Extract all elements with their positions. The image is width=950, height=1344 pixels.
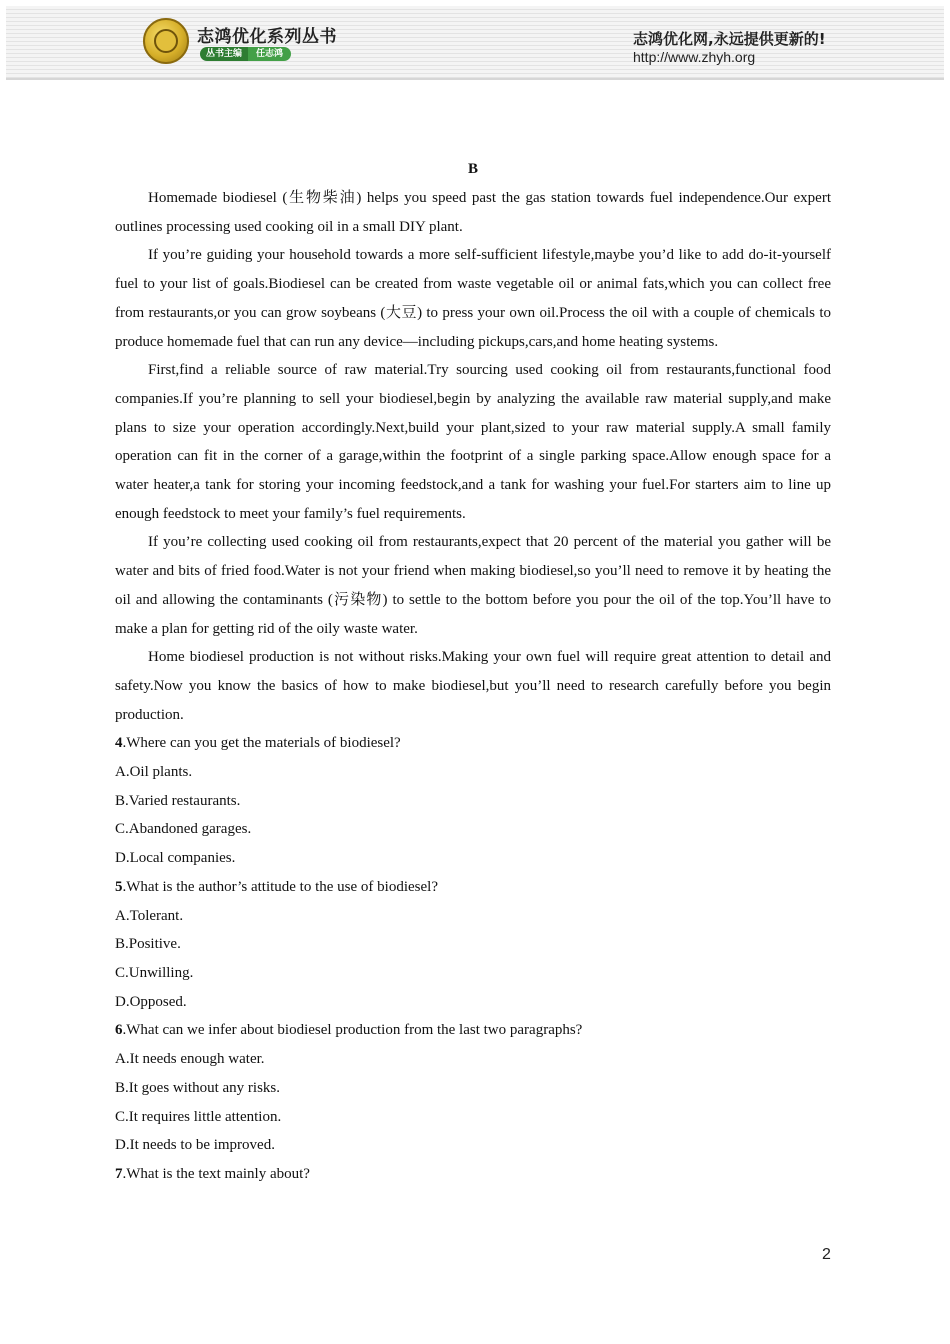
option-a: A.Tolerant. — [115, 907, 184, 924]
question-text: .What is the text mainly about? — [122, 1165, 310, 1182]
option-d: D.Opposed. — [115, 993, 187, 1010]
question-5 — [115, 873, 831, 902]
document-content — [115, 155, 831, 1189]
question-number: 7 — [115, 1165, 123, 1182]
option-c: C.It requires little attention. — [115, 1108, 282, 1125]
question-number: 6 — [115, 1022, 123, 1039]
question-4 — [115, 729, 831, 758]
series-logo-icon — [143, 18, 189, 64]
question-text: .What can we infer about biodiesel production from the last two paragraphs? — [122, 1022, 583, 1039]
question-text: .Where can you get the materials of biodiesel? — [122, 735, 401, 752]
paragraph: Home biodiesel production is not without risks.Making your own fuel will require great attention to detail and safety.Now you know the basics of how to make biodiesel,but you’ll need to research carefully before you begin production. — [115, 649, 831, 723]
header-divider — [6, 78, 944, 80]
header-slogan: 志鸿优化网,永远提供更新的! — [633, 30, 826, 48]
question-number: 4 — [115, 735, 123, 752]
option-a: A.It needs enough water. — [115, 1051, 265, 1068]
option-b: B.Positive. — [115, 936, 181, 953]
paragraph: First,find a reliable source of raw material.Try sourcing used cooking oil from restaurants,functional food companies.If you’re planning to sell your biodiesel,begin by analyzing the available raw material supply,and make plans to size your operation accordingly.Next,build your plant,sized to your raw material supply.A small family operation can fit in the corner of a garage,within the footprint of a single parking space.Allow enough space for a water heater,a tank for storing your incoming feedstock,and a tank for washing your fuel.For starters aim to line up enough feedstock to meet your family’s fuel requirements. — [115, 362, 831, 522]
editor-bar — [200, 47, 291, 61]
series-title: 志鸿优化系列丛书 — [197, 27, 337, 47]
option-b: B.Varied restaurants. — [115, 792, 241, 809]
paragraph: If you’re guiding your household towards a more self-sufficient lifestyle,maybe you’d like to add do-it-yourself fuel to your list of goals.Biodiesel can be created from waste vegetable oil or animal fats,which you can collect free from restaurants,or you can grow soybeans (大豆) to press your own oil.Process the oil with a couple of chemicals to produce homemade fuel that can run any device—including pickups,cars,and home heating systems. — [115, 247, 831, 350]
question-6 — [115, 1016, 831, 1045]
editor-label: 丛书主编 — [200, 47, 248, 61]
option-d: D.It needs to be improved. — [115, 1137, 275, 1154]
page-number: 2 — [822, 1246, 831, 1263]
question-text: .What is the author’s attitude to the use of biodiesel? — [122, 878, 438, 895]
question-number: 5 — [115, 878, 123, 895]
option-c: C.Unwilling. — [115, 964, 194, 981]
editor-name: 任志鸿 — [248, 47, 291, 61]
paragraph: Homemade biodiesel (生物柴油) helps you speed past the gas station towards fuel independence.Our expert outlines processing used cooking oil in a small DIY plant. — [115, 190, 831, 235]
header-url: http://www.zhyh.org — [633, 49, 756, 65]
question-7 — [115, 1160, 831, 1189]
paragraph: If you’re collecting used cooking oil from restaurants,expect that 20 percent of the material you gather will be water and bits of fried food.Water is not your friend when making biodiesel,so you’ll need to remove it by heating the oil and allowing the contaminants (污染物) to settle to the bottom before you pour the oil of the top.You’ll have to make a plan for getting rid of the oily waste water. — [115, 534, 831, 637]
option-c: C.Abandoned garages. — [115, 821, 252, 838]
option-a: A.Oil plants. — [115, 764, 193, 781]
option-d: D.Local companies. — [115, 850, 236, 867]
section-title: B — [467, 161, 478, 177]
option-b: B.It goes without any risks. — [115, 1079, 280, 1096]
